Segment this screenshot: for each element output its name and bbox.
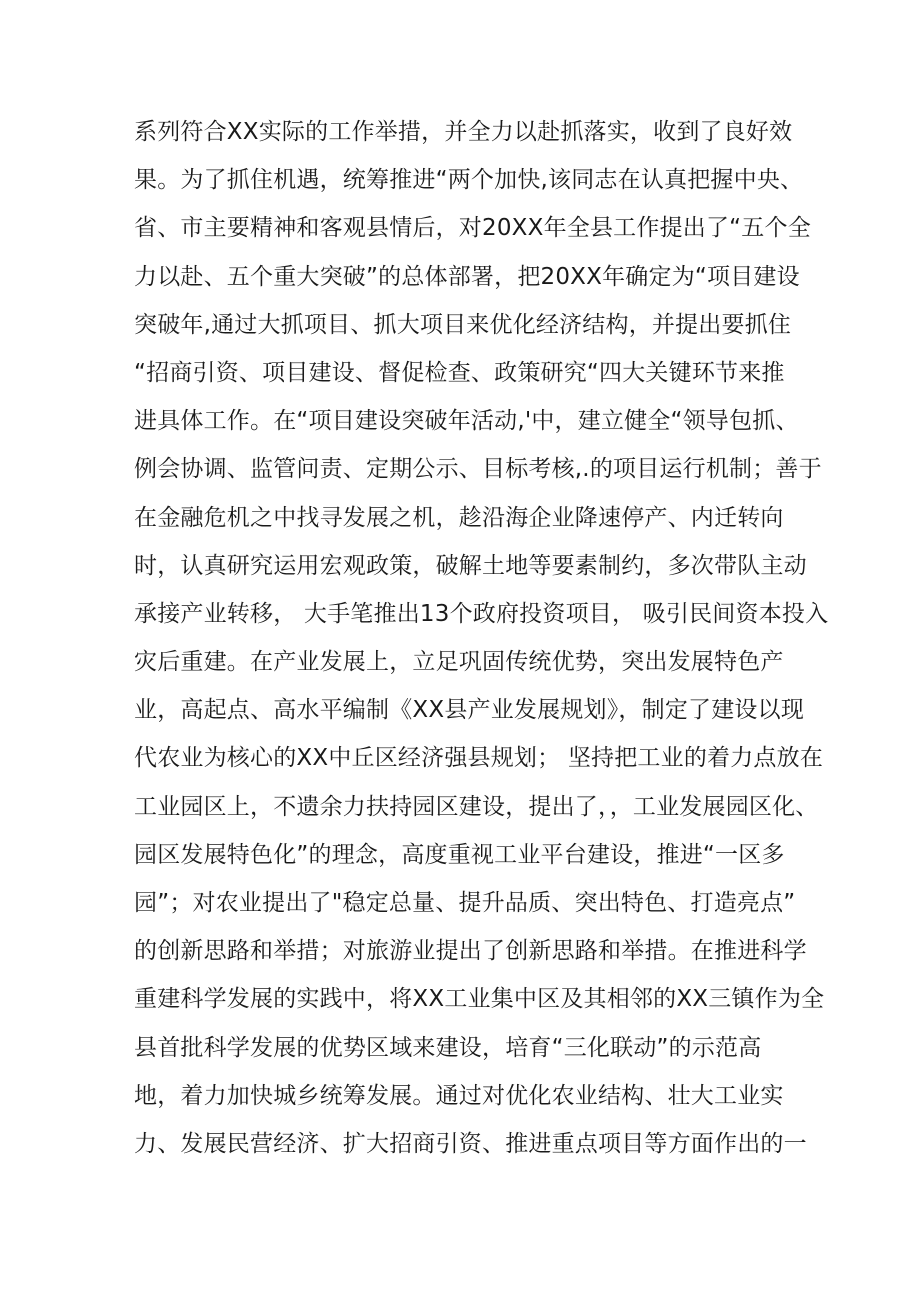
text-line: 突破年,通过大抓项目、抓大项目来优化经济结构，并提出要抓住 — [134, 311, 792, 338]
text-line: 例会协调、监管问责、定期公示、目标考核,.的项目运行机制；善于 — [134, 456, 822, 483]
text-line: 地，着力加快城乡统筹发展。通过对优化农业结构、壮大工业实 — [134, 1082, 784, 1109]
text-line: 系列符合XX实际的工作举措，并全力以赴抓落实，收到了良好效 — [134, 119, 793, 145]
text-line: 园区发展特色化”的理念，高度重视工业平台建设，推进“一区多 — [134, 841, 785, 868]
text-line: 力、发展民营经济、扩大招商引资、推进重点项目等方面作出的一 — [134, 1130, 807, 1157]
text-line: 时，认真研究运用宏观政策，破解土地等要素制约，多次带队主动 — [134, 552, 807, 579]
text-line: 承接产业转移， 大手笔推出13个政府投资项目， 吸引民间资本投入 — [134, 600, 829, 627]
text-line: 业，高起点、高水平编制《XX县产业发展规划》，制定了建设以现 — [134, 697, 805, 724]
text-line: 省、市主要精神和客观县情后，对20XX年全县工作提出了“五个全 — [134, 215, 811, 242]
text-line: 的创新思路和举措；对旅游业提出了创新思路和举措。在推进科学 — [134, 938, 807, 965]
text-line: “招商引资、项目建设、督促检查、政策研究“四大关键环节来推 — [134, 359, 785, 386]
text-line: 县首批科学发展的优势区域来建设，培育“三化联动”的示范高 — [134, 1034, 762, 1061]
text-line: 进具体工作。在“项目建设突破年活动,'中，建立健全“领导包抓、 — [134, 408, 799, 435]
text-line: 园”；对农业提出了"稳定总量、提升品质、突出特色、打造亮点” — [134, 890, 796, 916]
text-line: 力以赴、五个重大突破”的总体部署，把20XX年确定为“项目建设 — [134, 263, 800, 290]
text-line: 工业园区上，不遗余力扶持园区建设，提出了，，工业发展园区化、 — [134, 793, 819, 820]
text-line: 在金融危机之中找寻发展之机，趁沿海企业降速停产、内迁转向 — [134, 504, 784, 531]
text-line: 代农业为核心的XX中丘区经济强县规划； 坚持把工业的着力点放在 — [134, 745, 824, 772]
text-line: 灾后重建。在产业发展上，立足巩固传统优势，突出发展特色产 — [134, 649, 784, 676]
text-line: 重建科学发展的实践中，将XX工业集中区及其相邻的XX三镇作为全 — [134, 986, 825, 1013]
body-text — [134, 108, 829, 1168]
text-line: 果。为了抓住机遇，统筹推进“两个加快,该同志在认真把握中央、 — [134, 167, 804, 194]
